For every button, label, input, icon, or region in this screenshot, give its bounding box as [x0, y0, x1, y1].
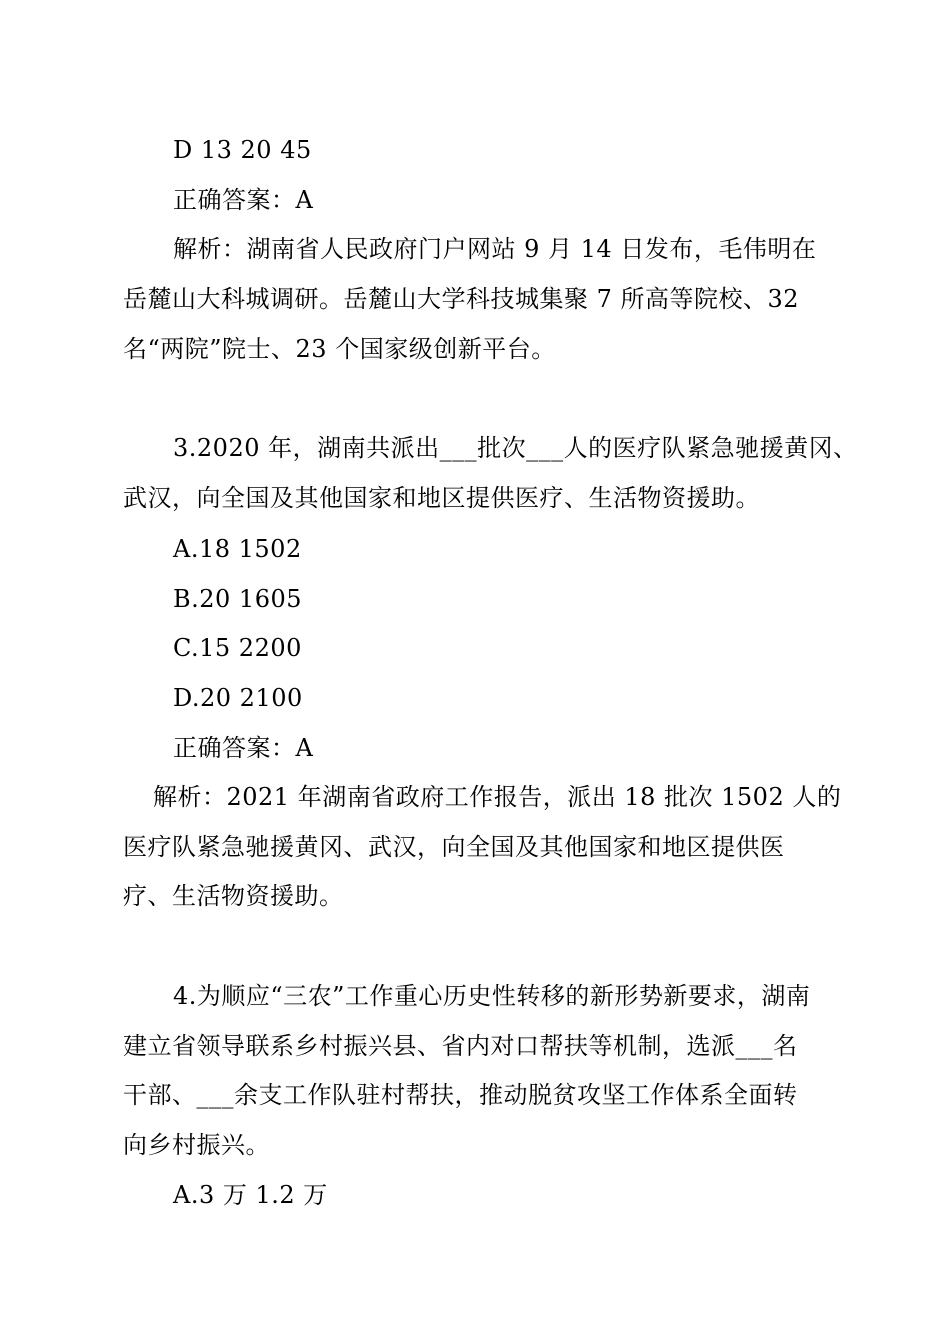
- q3-option-d: D.20 2100: [173, 684, 303, 712]
- q3-option-a: A.18 1502: [173, 535, 302, 563]
- q3-answer: 正确答案：A: [173, 734, 314, 762]
- q4-question-line-3: 干部、___余支工作队驻村帮扶，推动脱贫攻坚工作体系全面转: [123, 1081, 798, 1109]
- q2-option-d: D 13 20 45: [173, 136, 312, 164]
- q2-analysis-line-2: 岳麓山大科城调研。岳麓山大学科技城集聚 7 所高等院校、32: [123, 285, 800, 313]
- q2-answer: 正确答案：A: [173, 186, 314, 214]
- q3-analysis-line-2: 医疗队紧急驰援黄冈、武汉，向全国及其他国家和地区提供医: [123, 833, 785, 861]
- q4-question-line-1: 4.为顺应“三农”工作重心历史性转移的新形势新要求，湖南: [173, 982, 811, 1010]
- q3-question-line-1: 3.2020 年，湖南共派出___批次___人的医疗队紧急驰援黄冈、: [173, 434, 858, 462]
- q3-analysis-line-3: 疗、生活物资援助。: [123, 882, 344, 910]
- q3-question-line-2: 武汉，向全国及其他国家和地区提供医疗、生活物资援助。: [123, 484, 760, 512]
- q2-analysis-line-3: 名“两院”院士、23 个国家级创新平台。: [123, 335, 556, 363]
- q3-analysis-line-1: 解析：2021 年湖南省政府工作报告，派出 18 批次 1502 人的: [153, 783, 842, 811]
- q4-question-line-4: 向乡村振兴。: [123, 1131, 270, 1159]
- q4-option-a: A.3 万 1.2 万: [173, 1181, 328, 1209]
- q3-option-c: C.15 2200: [173, 634, 302, 662]
- q3-option-b: B.20 1605: [173, 585, 303, 613]
- q4-question-line-2: 建立省领导联系乡村振兴县、省内对口帮扶等机制，选派___名: [123, 1032, 798, 1060]
- q2-analysis-line-1: 解析：湖南省人民政府门户网站 9 月 14 日发布，毛伟明在: [173, 235, 817, 263]
